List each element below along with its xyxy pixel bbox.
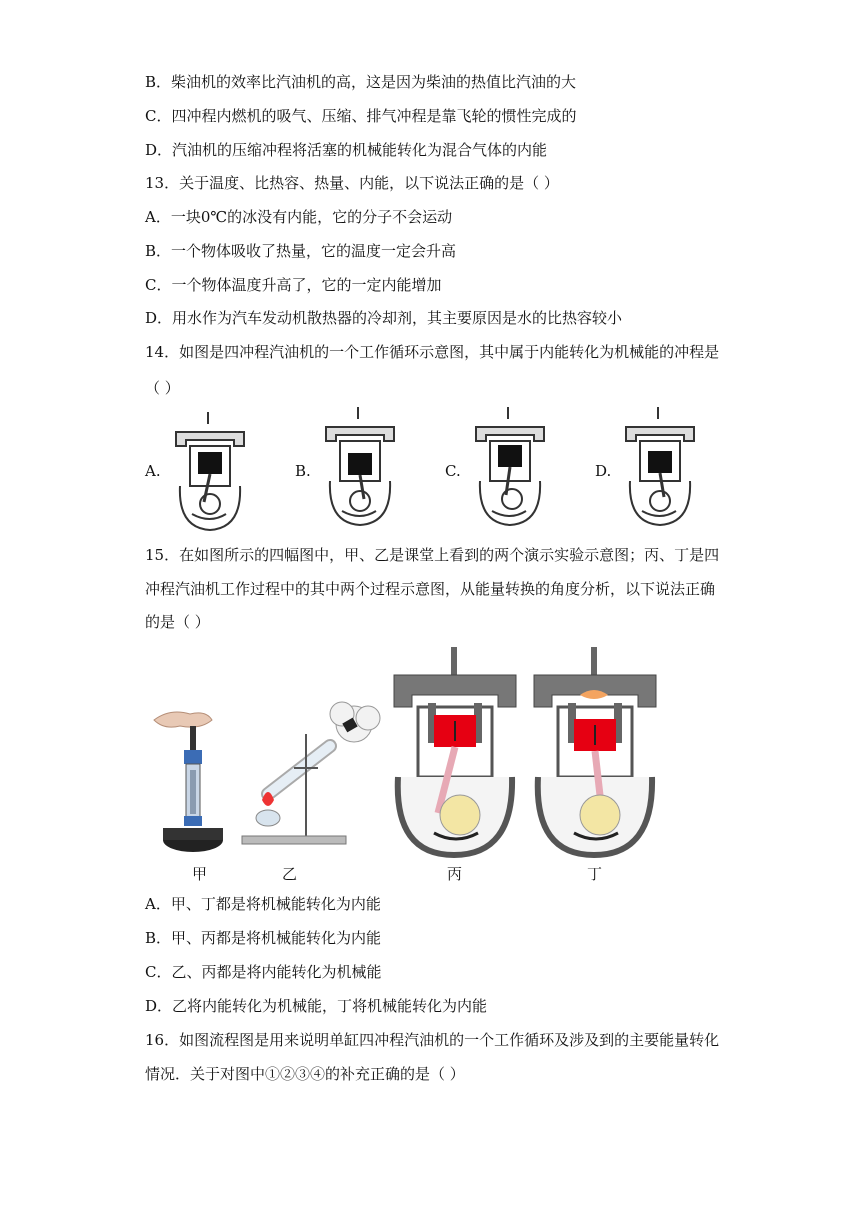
q15-caption-jia: 甲 [192, 865, 208, 883]
q15-option-b: B．甲、丙都是将机械能转化为内能 [145, 929, 382, 947]
q15-caption-ding: 丁 [587, 865, 603, 883]
q16-stem-line-1: 16．如图流程图是用来说明单缸四冲程汽油机的一个工作循环及涉及到的主要能量转化 [145, 1031, 720, 1049]
q15-figure-ding-engine [528, 645, 663, 860]
q15-option-a: A．甲、丁都是将机械能转化为内能 [145, 895, 381, 913]
q12-option-d: D．汽油机的压缩冲程将活塞的机械能转化为混合气体的内能 [145, 141, 548, 159]
q15-stem-line-2: 冲程汽油机工作过程中的其中两个过程示意图，从能量转换的角度分析，以下说法正确 [145, 580, 716, 598]
q15-caption-yi: 乙 [282, 865, 298, 883]
q14-engine-a-figure [170, 410, 250, 534]
q15-stem-line-1: 15．在如图所示的四幅图中，甲、乙是课堂上看到的两个演示实验示意图；丙、丁是四 [145, 546, 720, 564]
q15-option-c: C．乙、丙都是将内能转化为机械能 [145, 963, 382, 981]
q14-option-d-label: D. [595, 462, 612, 480]
q12-option-c: C．四冲程内燃机的吸气、压缩、排气冲程是靠飞轮的惯性完成的 [145, 107, 577, 125]
q15-option-d: D．乙将内能转化为机械能，丁将机械能转化为内能 [145, 997, 488, 1015]
q14-engine-b-figure [320, 405, 400, 529]
q14-stem-bracket: （ ） [145, 379, 180, 397]
q14-engine-c-figure [470, 405, 550, 529]
q15-stem-line-3: 的是（ ） [145, 613, 210, 631]
q14-option-b-label: B. [295, 462, 311, 480]
q13-option-a: A．一块0℃的冰没有内能，它的分子不会运动 [145, 208, 453, 226]
q14-engine-d-figure [620, 405, 700, 529]
q13-stem: 13．关于温度、比热容、热量、内能，以下说法正确的是（ ） [145, 174, 559, 192]
q13-option-d: D．用水作为汽车发动机散热器的冷却剂，其主要原因是水的比热容较小 [145, 309, 623, 327]
q14-option-a-label: A. [145, 462, 161, 480]
q15-caption-bing: 丙 [447, 865, 463, 883]
q14-option-c-label: C. [445, 462, 461, 480]
q16-stem-line-2: 情况．关于对图中①②③④的补充正确的是（ ） [145, 1065, 465, 1083]
q15-figure-bing-engine [388, 645, 523, 860]
q15-figure-jia-pump [150, 690, 240, 865]
q15-figure-yi-test-tube [238, 694, 388, 854]
q13-option-c: C．一个物体温度升高了，它的一定内能增加 [145, 276, 442, 294]
q13-option-b: B．一个物体吸收了热量，它的温度一定会升高 [145, 242, 457, 260]
q12-option-b: B．柴油机的效率比汽油机的高，这是因为柴油的热值比汽油的大 [145, 73, 577, 91]
q14-stem: 14．如图是四冲程汽油机的一个工作循环示意图，其中属于内能转化为机械能的冲程是 [145, 343, 720, 361]
